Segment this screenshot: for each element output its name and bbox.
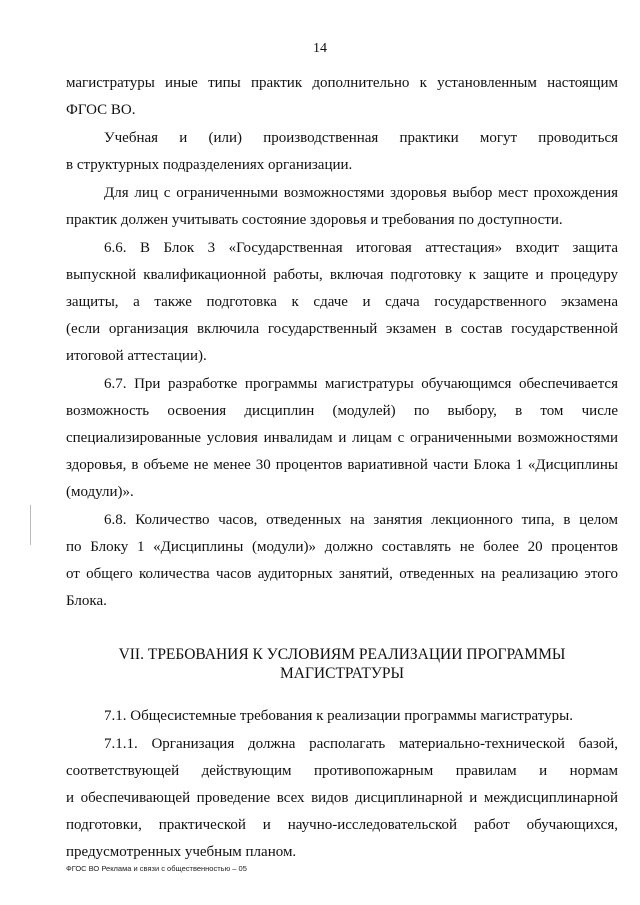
paragraph bbox=[66, 371, 618, 506]
page-number: 14 bbox=[313, 41, 327, 56]
text-line: магистратуры иные типы практик дополнительно к установленным настоящим bbox=[66, 75, 618, 91]
section-heading bbox=[66, 645, 618, 683]
document-body bbox=[66, 70, 618, 867]
heading-line: МАГИСТРАТУРЫ bbox=[280, 665, 404, 682]
text-line: 7.1.1. Организация должна располагать материально-технической базой, bbox=[104, 736, 618, 752]
text-line: подготовки, практической и научно-исследовательской работ обучающихся, bbox=[66, 817, 618, 833]
text-line: Для лиц с ограниченными возможностями здоровья выбор мест прохождения bbox=[104, 185, 618, 201]
text-line: 6.6. В Блок 3 «Государственная итоговая аттестация» входит защита bbox=[104, 240, 618, 256]
text-line: по Блоку 1 «Дисциплины (модули)» должно составлять не более 20 процентов bbox=[66, 539, 618, 555]
text-line: выпускной квалификационной работы, включая подготовку к защите и процедуру bbox=[66, 267, 618, 283]
paragraph bbox=[66, 180, 618, 234]
paragraph bbox=[66, 703, 618, 730]
text-line: ФГОС ВО. bbox=[66, 102, 136, 118]
text-line: (если организация включила государственный экзамен в состав государственной bbox=[66, 321, 618, 337]
text-line: 7.1. Общесистемные требования к реализации программы магистратуры. bbox=[104, 708, 573, 724]
text-line: и обеспечивающей проведение всех видов дисциплинарной и междисциплинарной bbox=[66, 790, 618, 806]
paragraph bbox=[66, 70, 618, 124]
heading-line: VII. ТРЕБОВАНИЯ К УСЛОВИЯМ РЕАЛИЗАЦИИ ПРОГРАММЫ bbox=[118, 646, 566, 663]
text-line: итоговой аттестации). bbox=[66, 348, 207, 364]
text-line: предусмотренных учебным планом. bbox=[66, 844, 297, 860]
text-line: 6.7. При разработке программы магистратуры обучающимся обеспечивается bbox=[104, 376, 618, 392]
text-line: здоровья, в объеме не менее 30 процентов вариативной части Блока 1 «Дисциплины bbox=[66, 457, 618, 473]
text-line: Блока. bbox=[66, 593, 107, 609]
paragraph bbox=[66, 125, 618, 179]
document-footer: ФГОС ВО Реклама и связи с общественностью – 05 bbox=[66, 864, 247, 873]
text-line: в структурных подразделениях организации. bbox=[66, 157, 353, 173]
text-line: от общего количества часов аудиторных занятий, отведенных на реализацию этого bbox=[66, 566, 618, 582]
paragraph bbox=[66, 235, 618, 370]
text-line: соответствующей действующим противопожарным правилам и нормам bbox=[66, 763, 618, 779]
paragraph bbox=[66, 731, 618, 866]
text-line: возможность освоения дисциплин (модулей) по выбору, в том числе bbox=[66, 403, 618, 419]
text-line: Учебная и (или) производственная практики могут проводиться bbox=[104, 130, 618, 146]
text-line: практик должен учитывать состояние здоровья и требования по доступности. bbox=[66, 212, 563, 228]
text-line: специализированные условия инвалидам и лицам с ограниченными возможностями bbox=[66, 430, 618, 446]
text-line: (модули)». bbox=[66, 484, 134, 500]
text-line: защиты, а также подготовка к сдаче и сдача государственного экзамена bbox=[66, 294, 618, 310]
margin-scan-line bbox=[30, 505, 31, 545]
text-line: 6.8. Количество часов, отведенных на занятия лекционного типа, в целом bbox=[104, 512, 618, 528]
paragraph bbox=[66, 507, 618, 615]
